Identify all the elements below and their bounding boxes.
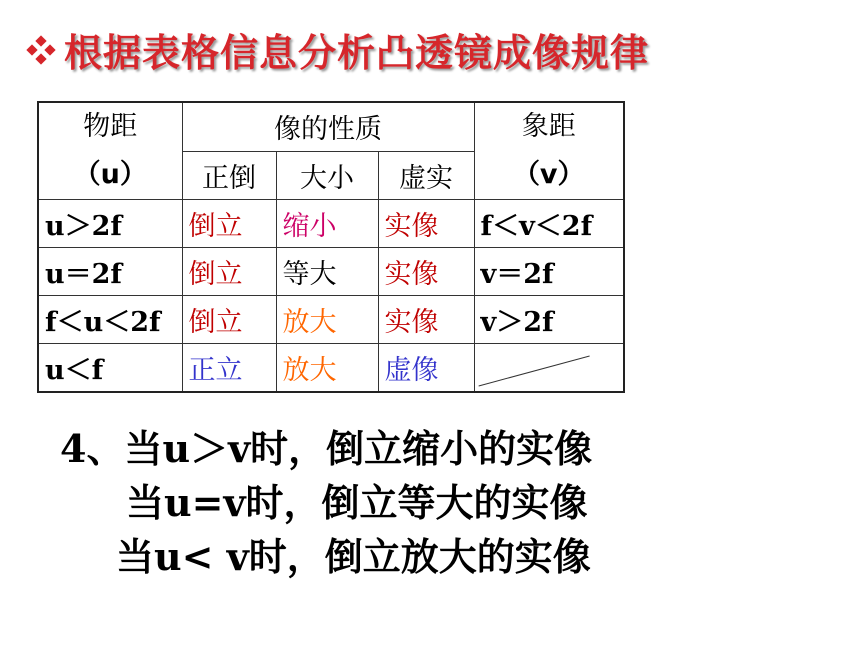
cell-u: u＝2f xyxy=(38,248,182,296)
note-line: 当u< v时，倒立放大的实像 xyxy=(116,534,591,579)
cell-v: v＝2f xyxy=(474,248,624,296)
header-real-virtual: 虚实 xyxy=(378,151,474,200)
table-row xyxy=(38,248,624,296)
table-row xyxy=(38,296,624,344)
header-image-nature: 像的性质 xyxy=(182,102,474,151)
diamond-bullet-icon xyxy=(26,35,56,65)
lens-imaging-table xyxy=(37,101,625,393)
note-line: 当u=v时，倒立等大的实像 xyxy=(126,480,588,525)
cell-orientation: 倒立 xyxy=(182,248,276,296)
cell-v-empty xyxy=(474,344,624,393)
cell-u: u＜f xyxy=(38,344,182,393)
notes xyxy=(60,422,592,584)
cell-u: u＞2f xyxy=(38,200,182,248)
header-object-distance: 物距 （u） xyxy=(38,102,182,200)
cell-v: v＞2f xyxy=(474,296,624,344)
cell-type: 实像 xyxy=(378,296,474,344)
header-orientation: 正倒 xyxy=(182,151,276,200)
cell-v: f＜v＜2f xyxy=(474,200,624,248)
cell-u: f＜u＜2f xyxy=(38,296,182,344)
header-size: 大小 xyxy=(276,151,378,200)
table-row xyxy=(38,344,624,393)
table-row xyxy=(38,200,624,248)
cell-size: 放大 xyxy=(276,296,378,344)
cell-orientation: 正立 xyxy=(182,344,276,393)
note-line: 4、当u＞v时，倒立缩小的实像 xyxy=(60,426,593,471)
title-text: 根据表格信息分析凸透镜成像规律 xyxy=(64,31,650,75)
cell-type: 实像 xyxy=(378,248,474,296)
slide-title xyxy=(26,22,649,77)
cell-size: 放大 xyxy=(276,344,378,393)
cell-orientation: 倒立 xyxy=(182,296,276,344)
diagonal-line xyxy=(475,344,624,391)
cell-type: 虚像 xyxy=(378,344,474,393)
cell-type: 实像 xyxy=(378,200,474,248)
cell-size: 缩小 xyxy=(276,200,378,248)
header-image-distance: 象距 （v） xyxy=(474,102,624,200)
cell-size: 等大 xyxy=(276,248,378,296)
cell-orientation: 倒立 xyxy=(182,200,276,248)
